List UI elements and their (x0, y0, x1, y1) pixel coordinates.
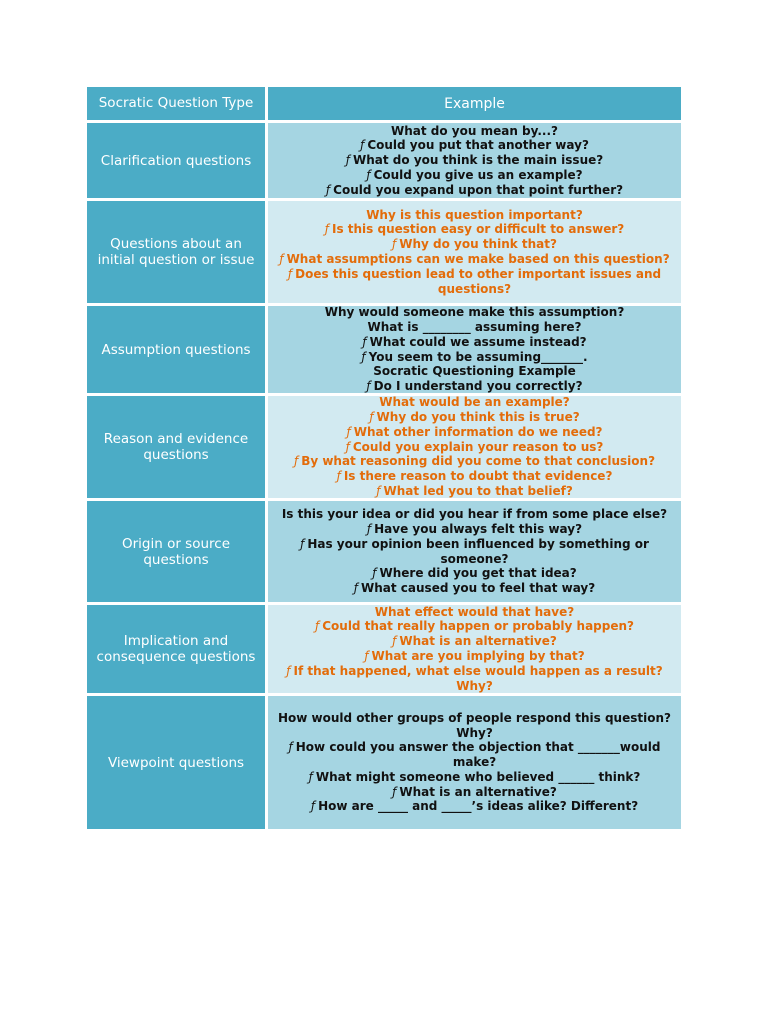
example-cell (268, 396, 681, 498)
example-question (375, 605, 574, 620)
example-question (362, 335, 586, 350)
bullet-icon: ƒ (314, 619, 320, 634)
bullet-icon: ƒ (308, 769, 313, 784)
example-question (309, 770, 641, 785)
example-question-text: Is this your idea or did you hear if from some place else? (281, 507, 668, 522)
example-question (268, 537, 681, 567)
example-question (325, 305, 625, 320)
bullet-icon: ƒ (362, 334, 367, 349)
example-question (268, 267, 681, 297)
bullet-icon: ƒ (300, 536, 305, 551)
bullet-icon: ƒ (325, 182, 331, 197)
question-type-cell: Questions about an initial question or issue (87, 201, 265, 303)
bullet-icon: ƒ (288, 740, 293, 755)
bullet-icon: ƒ (366, 167, 371, 182)
example-question (368, 320, 582, 335)
example-question-text: Socratic Questioning Example (373, 364, 576, 379)
example-question (379, 395, 570, 410)
bullet-icon: ƒ (279, 252, 284, 266)
bullet-icon: ƒ (392, 237, 397, 252)
example-question-text: What do you think is the main issue? (353, 153, 604, 168)
example-question-text: Why? (456, 725, 493, 740)
question-type-cell: Reason and evidence questions (87, 396, 265, 498)
example-question (268, 664, 681, 694)
example-question-text: What effect would that have? (374, 604, 575, 619)
example-question-text: What could we assume instead? (369, 334, 587, 349)
bullet-icon: ƒ (336, 469, 341, 484)
example-question (364, 649, 584, 664)
example-question (373, 364, 576, 379)
example-question (361, 350, 587, 365)
question-type-cell: Origin or source questions (87, 501, 265, 602)
example-cell (268, 201, 681, 303)
example-question (391, 124, 558, 139)
bullet-icon: ƒ (345, 153, 351, 168)
example-question-text: Why do you think that? (399, 237, 557, 252)
bullet-icon: ƒ (345, 439, 350, 454)
example-question (354, 581, 595, 596)
example-question (326, 183, 623, 198)
example-question-text: Could you put that another way? (367, 138, 589, 153)
example-question-text: Why is this question important? (366, 207, 583, 222)
bullet-icon: ƒ (310, 799, 316, 814)
bullet-icon: ƒ (353, 581, 358, 596)
example-question (392, 237, 557, 252)
table-row (87, 123, 681, 198)
example-question-text: Could you expand upon that point further? (333, 182, 624, 197)
bullet-icon: ƒ (293, 454, 299, 469)
example-question (279, 252, 669, 267)
socratic-questions-table (87, 87, 681, 832)
example-question (346, 153, 603, 168)
bullet-icon: ƒ (369, 410, 374, 425)
example-question-text: Why do you think this is true? (376, 410, 580, 425)
example-question (346, 425, 602, 440)
table-row (87, 605, 681, 693)
example-question (278, 711, 671, 726)
bullet-icon: ƒ (376, 484, 381, 498)
example-question-text: You seem to be assuming_______. (368, 349, 588, 364)
example-question-text: Why would someone make this assumption? (324, 305, 625, 320)
example-question-text: Is there reason to doubt that evidence? (343, 469, 613, 484)
example-question-text: What is an alternative? (399, 784, 557, 799)
question-type-cell: Implication and consequence questions (87, 605, 265, 693)
example-question-text: Could that really happen or probably happen? (322, 619, 634, 634)
table-row (87, 306, 681, 393)
table-row (87, 501, 681, 602)
bullet-icon: ƒ (366, 379, 371, 394)
example-question-text: By what reasoning did you come to that conclusion? (301, 454, 656, 469)
example-question (315, 619, 634, 634)
table-row (87, 396, 681, 498)
table-body (87, 123, 681, 829)
bullet-icon: ƒ (366, 521, 372, 536)
example-question (346, 440, 604, 455)
example-question-text: What is an alternative? (399, 634, 557, 649)
example-question-text: Could you give us an example? (373, 167, 583, 182)
bullet-icon: ƒ (392, 784, 397, 799)
table-row (87, 201, 681, 303)
example-question-text: What would be an example? (379, 395, 570, 410)
example-question-text: Could you explain your reason to us? (352, 439, 604, 454)
example-question (369, 410, 579, 425)
example-question-text: Does this question lead to other important issues and questions? (295, 266, 662, 296)
example-question (366, 168, 582, 183)
example-question (325, 222, 625, 237)
bullet-icon: ƒ (360, 138, 365, 153)
header-question-type: Socratic Question Type (87, 87, 265, 120)
example-question (311, 799, 638, 814)
example-cell (268, 123, 681, 198)
example-question-text: What other information do we need? (353, 424, 603, 439)
table-row (87, 696, 681, 829)
example-question (268, 740, 681, 770)
bullet-icon: ƒ (361, 349, 366, 364)
example-question-text: What caused you to feel that way? (361, 581, 596, 596)
example-cell (268, 501, 681, 602)
example-cell (268, 306, 681, 393)
example-question-text: What do you mean by...? (391, 123, 558, 138)
table-header (87, 87, 681, 120)
example-question-text: Have you always felt this way? (374, 521, 583, 536)
example-cell (268, 696, 681, 829)
example-cell (268, 605, 681, 693)
example-question-text: What might someone who believed ______ think? (315, 769, 641, 784)
example-question (367, 522, 582, 537)
example-question-text: How could you answer the objection that _______would make? (295, 740, 661, 770)
example-question-text: What is ________ assuming here? (367, 319, 582, 334)
example-question (392, 785, 557, 800)
example-question-text: How would other groups of people respond this question? (278, 710, 671, 725)
question-type-cell: Assumption questions (87, 306, 265, 393)
example-question-text: Has your opinion been influenced by something or someone? (307, 536, 649, 566)
example-question-text: If that happened, what else would happen as a result? Why? (293, 663, 663, 693)
header-example: Example (268, 87, 681, 120)
example-question (282, 507, 667, 522)
example-question (360, 138, 589, 153)
question-type-cell: Clarification questions (87, 123, 265, 198)
example-question-text: What are you implying by that? (371, 649, 585, 663)
example-question-text: Is this question easy or difficult to answer? (331, 222, 625, 237)
bullet-icon: ƒ (287, 266, 293, 281)
example-question-text: How are _____ and _____’s ideas alike? Different? (318, 799, 639, 814)
question-type-cell: Viewpoint questions (87, 696, 265, 829)
bullet-icon: ƒ (372, 566, 377, 581)
bullet-icon: ƒ (286, 663, 291, 678)
example-question-text: Where did you get that idea? (379, 566, 577, 581)
example-question (376, 484, 573, 499)
bullet-icon: ƒ (364, 649, 369, 663)
example-question (392, 634, 557, 649)
example-question (337, 469, 613, 484)
example-question (294, 454, 655, 469)
example-question-text: What led you to that belief? (383, 484, 573, 498)
example-question-text: Do I understand you correctly? (373, 379, 583, 394)
example-question (366, 379, 582, 394)
bullet-icon: ƒ (324, 222, 329, 237)
example-question (456, 726, 493, 741)
example-question (372, 566, 576, 581)
bullet-icon: ƒ (346, 424, 351, 439)
example-question (366, 208, 583, 223)
bullet-icon: ƒ (392, 634, 397, 649)
example-question-text: What assumptions can we make based on this question? (286, 252, 670, 266)
